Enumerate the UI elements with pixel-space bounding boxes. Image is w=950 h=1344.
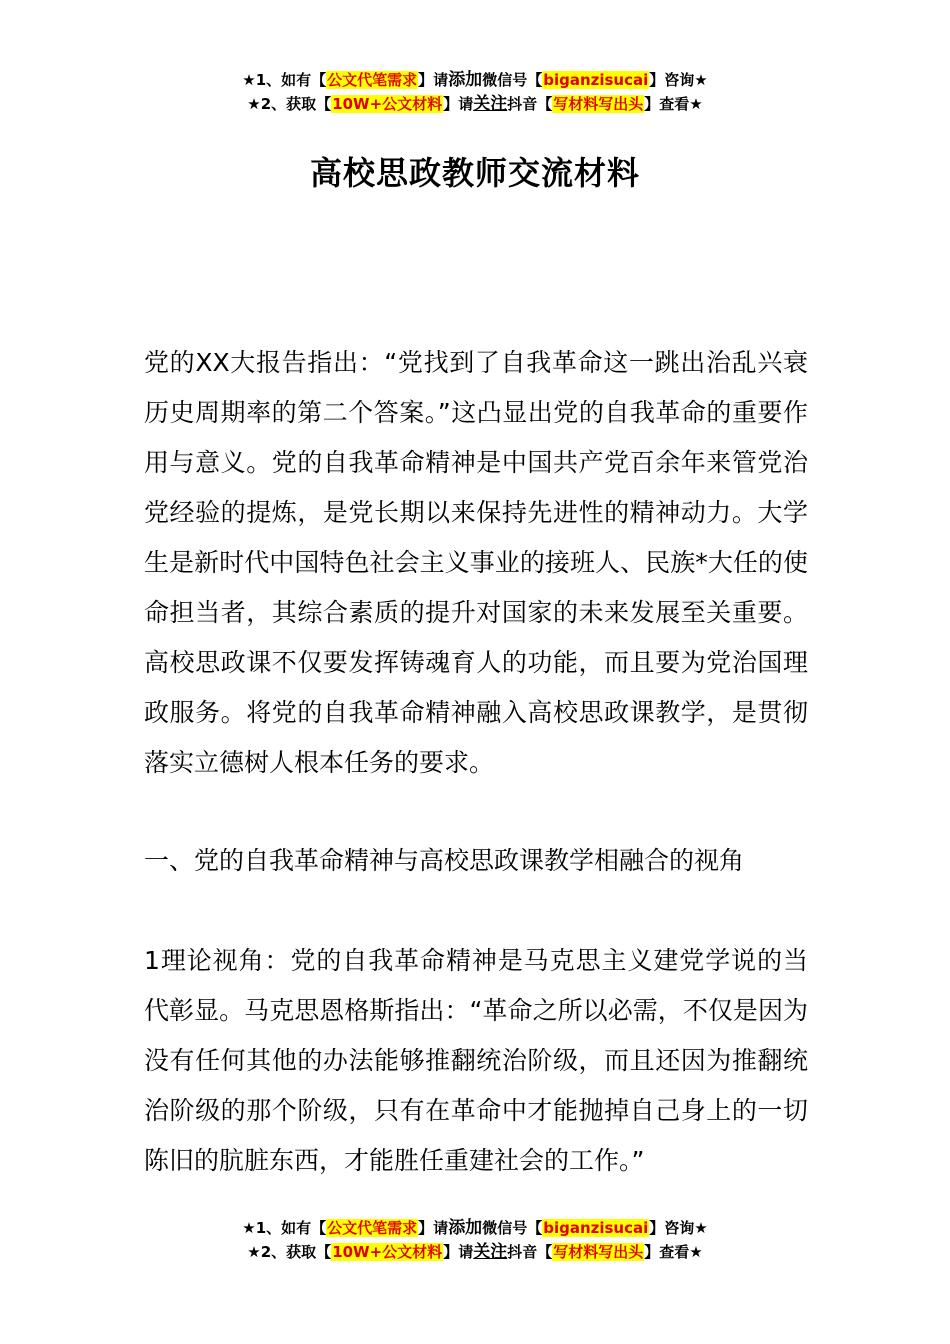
promo-text: 】咨询★ <box>649 71 708 89</box>
promo-douyin-id: 写材料写出头 <box>553 95 644 113</box>
promo-highlight: 公文代笔需求 <box>327 71 418 89</box>
promo-emphasis: 关注 <box>473 1242 508 1262</box>
promo-text: 】请 <box>443 95 474 113</box>
document-title: 高校思政教师交流材料 <box>309 154 640 192</box>
promo-highlight: 10W+公文材料 <box>332 95 443 113</box>
promo-wechat-id: biganzisucai <box>543 71 649 89</box>
promo-line-2 <box>0 92 950 116</box>
promo-banner-top <box>0 68 950 116</box>
promo-emphasis: 关注 <box>473 94 508 114</box>
promo-text: ★2、获取【 <box>247 1243 332 1261</box>
promo-highlight: 公文代笔需求 <box>327 1219 418 1237</box>
promo-text: 】咨询★ <box>649 1219 708 1237</box>
promo-line-1 <box>0 68 950 92</box>
promo-banner-bottom <box>0 1216 950 1264</box>
promo-text: ★1、如有【 <box>242 71 327 89</box>
promo-emphasis: 添加 <box>448 70 483 90</box>
promo-text: 】请 <box>418 1219 449 1237</box>
promo-text: 】请 <box>443 1243 474 1261</box>
promo-text: 】请 <box>418 71 449 89</box>
promo-douyin-id: 写材料写出头 <box>553 1243 644 1261</box>
promo-text: ★1、如有【 <box>242 1219 327 1237</box>
section-heading: 一、党的自我革命精神与高校思政课教学相融合的视角 <box>144 846 745 875</box>
promo-emphasis: 添加 <box>448 1218 483 1238</box>
promo-line-2 <box>0 1240 950 1264</box>
promo-text: 微信号【 <box>482 1219 543 1237</box>
promo-text: 抖音【 <box>507 95 553 113</box>
promo-text: 抖音【 <box>507 1243 553 1261</box>
promo-text: 】查看★ <box>644 95 703 113</box>
promo-text: 微信号【 <box>482 71 543 89</box>
section-paragraph: 1理论视角：党的自我革命精神是马克思主义建党学说的当代彰显。马克思恩格斯指出：“革命之所以必需，不仅是因为没有任何其他的办法能够推翻统治阶级，而且还因为推翻统治阶级的那个阶级，只有在革命中才能抛掉自己身上的一切陈旧的肮脏东西，才能胜任重建社会的工作。” <box>144 946 808 1175</box>
promo-text: ★2、获取【 <box>247 95 332 113</box>
promo-line-1 <box>0 1216 950 1240</box>
promo-text: 】查看★ <box>644 1243 703 1261</box>
promo-highlight: 10W+公文材料 <box>332 1243 443 1261</box>
promo-wechat-id: biganzisucai <box>543 1219 649 1237</box>
intro-paragraph: 党的XX大报告指出：“党找到了自我革命这一跳出治乱兴衰历史周期率的第二个答案。”这凸显出党的自我革命的重要作用与意义。党的自我革命精神是中国共产党百余年来管党治党经验的提炼，是党长期以来保持先进性的精神动力。大学生是新时代中国特色社会主义事业的接班人、民族*大任的使命担当者，其综合素质的提升对国家的未来发展至关重要。高校思政课不仅要发挥铸魂育人的功能，而且要为党治国理政服务。将党的自我革命精神融入高校思政课教学，是贯彻落实立德树人根本任务的要求。 <box>144 348 808 777</box>
